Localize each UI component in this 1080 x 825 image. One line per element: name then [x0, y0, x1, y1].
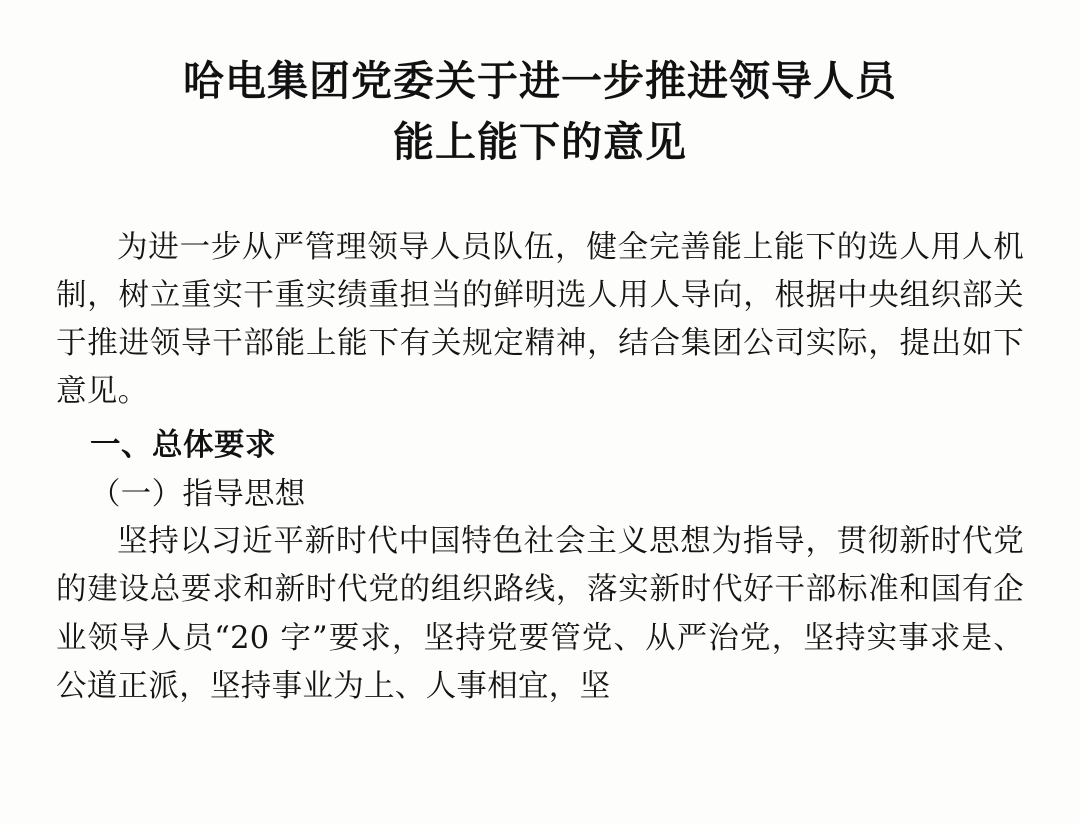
page-title	[56, 54, 1024, 170]
page-title-line-2: 能上能下的意见	[393, 117, 687, 166]
subsection-body-guiding-ideology: 坚持以习近平新时代中国特色社会主义思想为指导，贯彻新时代党的建设总要求和新时代党的组织路线，落实新时代好干部标准和国有企业领导人员“20 字”要求，坚持党要管党、从严治党，坚持实事求是、公道正派，坚持事业为上、人事相宜，坚	[56, 524, 1024, 704]
subsection-heading-guiding-ideology: （一）指导思想	[90, 477, 306, 513]
preamble-paragraph: 为进一步从严管理领导人员队伍，健全完善能上能下的选人用人机制，树立重实干重实绩重担当的鲜明选人用人导向，根据中央组织部关于推进领导干部能上能下有关规定精神，结合集团公司实际，提出如下意见。	[56, 229, 1024, 410]
document-body	[56, 224, 1024, 711]
section-heading-general-requirements: 一、总体要求	[90, 426, 276, 463]
page-title-line-1: 哈电集团党委关于进一步推进领导人员	[183, 57, 897, 105]
